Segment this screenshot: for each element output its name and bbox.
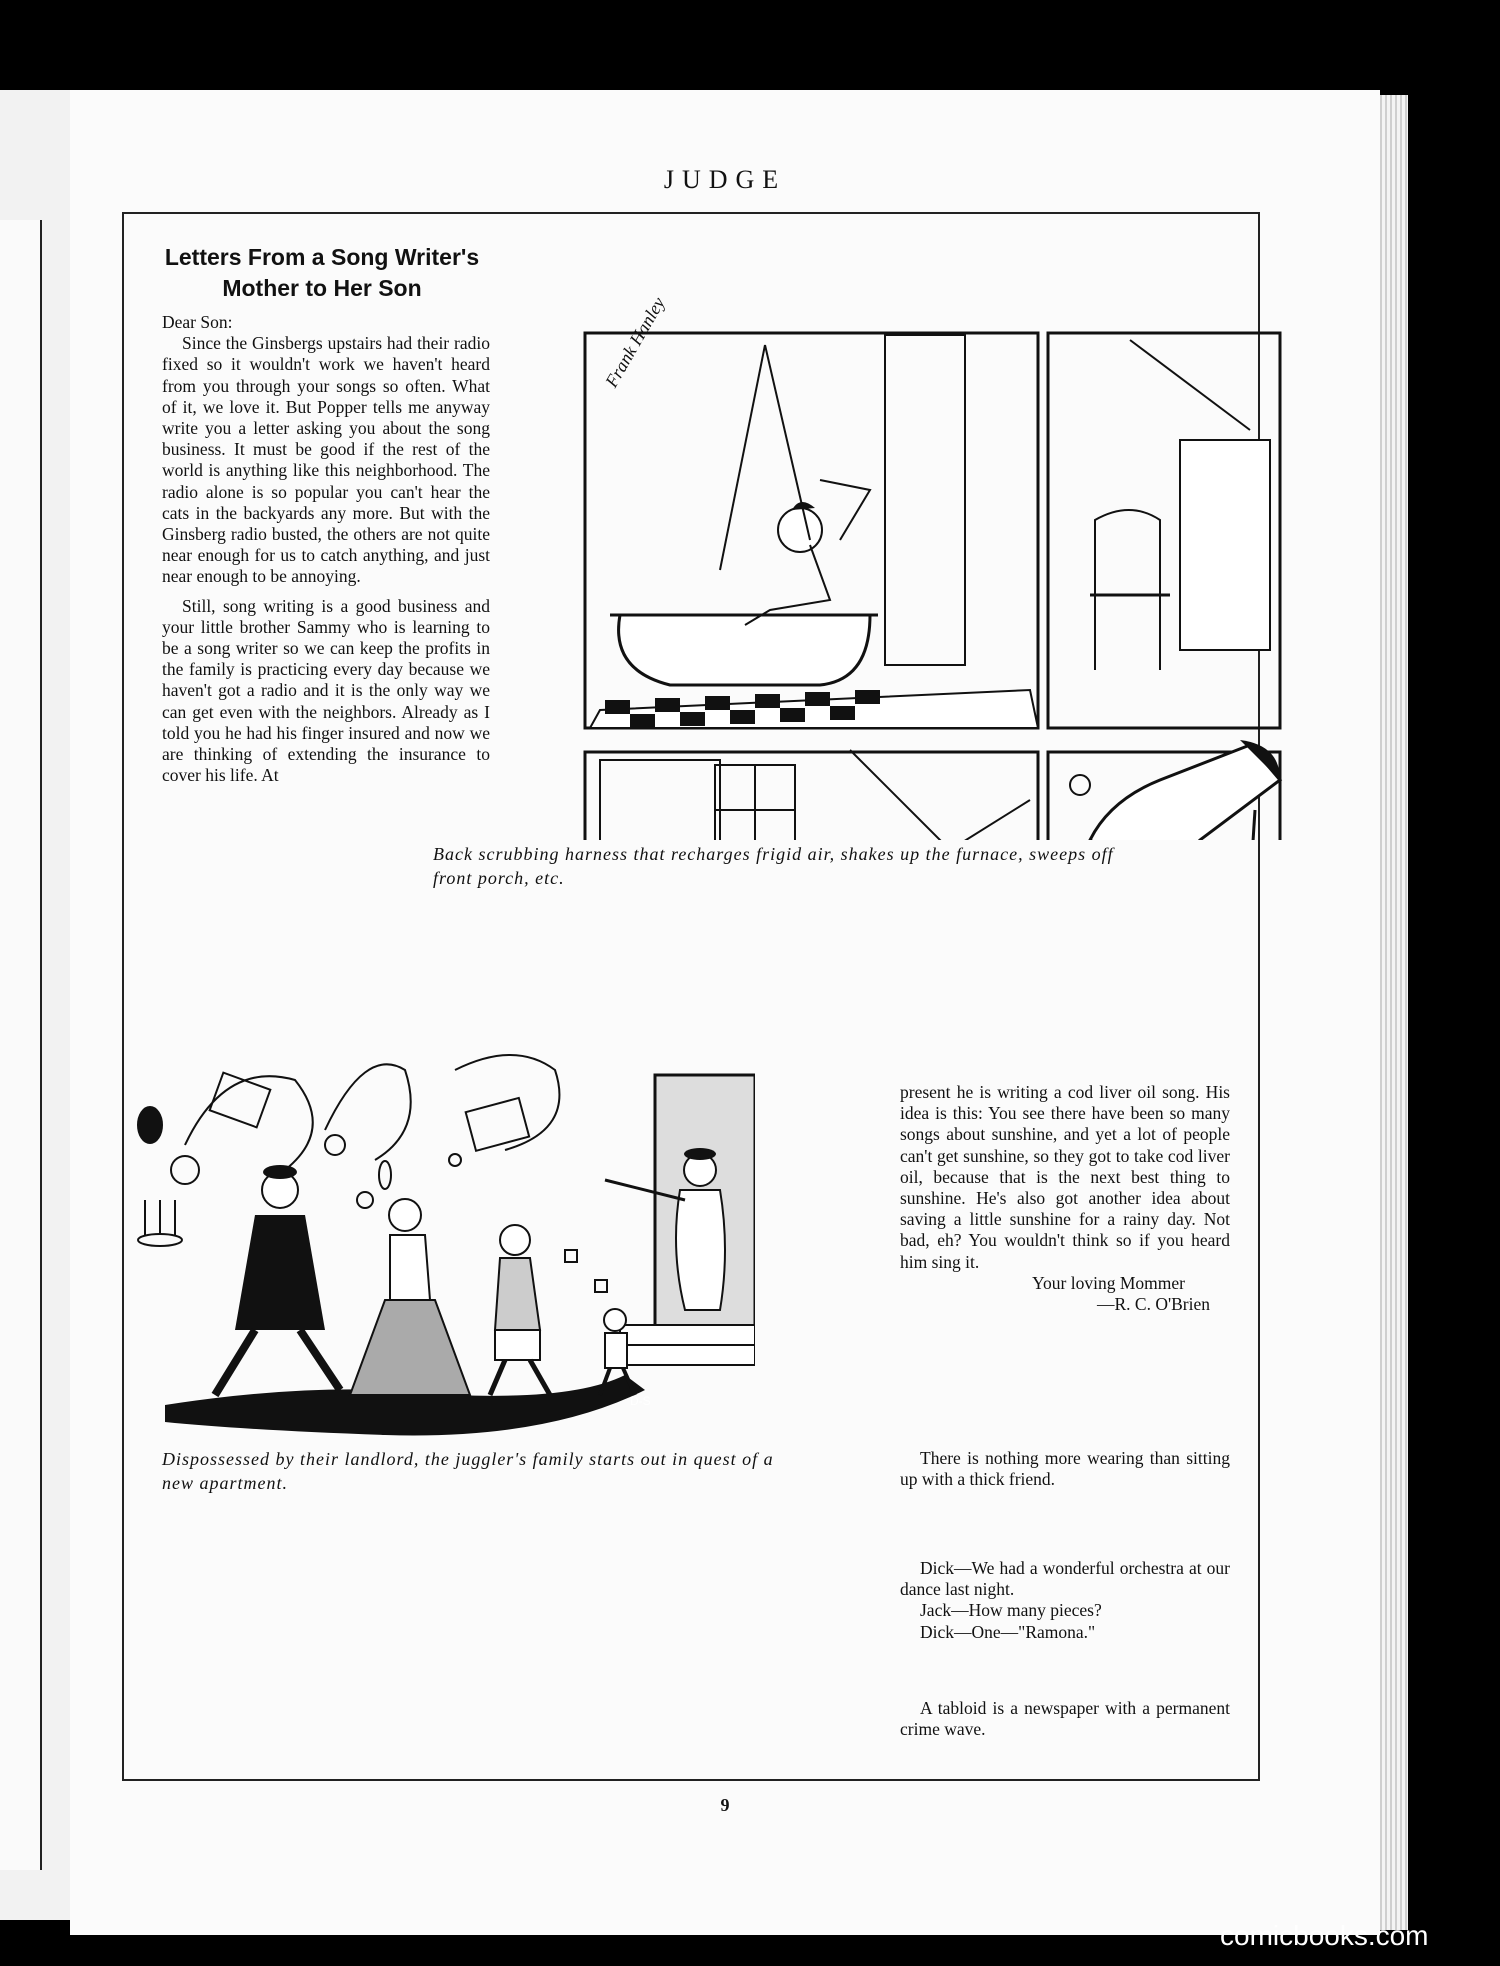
article-title: Letters From a Song Writer's Mother to Her Son [164,244,480,301]
signature: —R. C. O'Brien [1096,1294,1210,1315]
page-number: 9 [720,1795,730,1815]
kitchen-panel [590,750,1030,840]
furnace-panel [1070,740,1280,840]
top-cartoon [510,240,1290,840]
top-cartoon-signature: Frank Hanley [601,293,669,391]
chair-panel [1090,340,1270,670]
article-paragraph-3: present he is writing a cod liver oil song. His idea is this: You see there have been so many songs about sunshine, and yet a lot of people can't get sunshine, so they got to take cod liver oil, because that is the next best thing to sunshine. He's also got another idea about saving a little sunshine for a rainy day. Not bad, eh? You wouldn't think so if you heard him sing it. [900,1082,1230,1272]
magazine-header: JUDGE [663,165,787,194]
joke-thick-friend: There is nothing more wearing than sitting up with a thick friend. [900,1448,1230,1490]
joke-orchestra: Dick—We had a wonderful orchestra at our dance last night. Jack—How many pieces? Dick—One—"Ramona." [900,1558,1230,1642]
checkered-floor [590,690,1038,728]
watermark: comicbooks.com [1220,1920,1429,1951]
article-paragraph-2: Still, song writing is a good business and your little brother Sammy who is learning to be a song writer so we can keep the profits in the family is practicing every day because we haven't got a radio and it is the only way we can get even with the neighbors. Already as I told you he had his finger insured and now we are thinking of extending the insurance to cover his life. At [162,595,490,786]
salutation: Dear Son: [162,312,233,332]
bottom-cartoon-signature: D-S [630,1394,651,1408]
juggler-mother [350,1199,470,1395]
juggled-objects [138,1055,607,1292]
article-column-left [162,312,490,786]
article-paragraph-1: Since the Ginsbergs upstairs had their radio fixed so it wouldn't work we haven't heard from you through your songs so often. What of it, we love it. But Popper tells me anyway write you a letter asking you about the song business. It must be good if the rest of the world is anything like this neighborhood. The radio alone is so popular you can't hear the cats in the backyards any more. But with the Ginsberg radio busted, the others are not quite near enough for us to catch anything, and just near enough to be annoying. [162,333,490,587]
bottom-cartoon [125,1050,755,1445]
facing-page-edge [0,90,70,1920]
article-column-right [900,1082,1230,1315]
juggler-father [215,1165,340,1395]
bathroom-panel [590,335,1038,728]
joke-tabloid: A tabloid is a newspaper with a permanent crime wave. [900,1698,1230,1740]
bottom-cartoon-caption: Dispossessed by their landlord, the juggler's family starts out in quest of a new apartment. [162,1449,774,1493]
juggler-son [490,1225,550,1395]
closing: Your loving Mommer [1032,1272,1185,1293]
magazine-page [70,90,1380,1935]
top-cartoon-caption: Back scrubbing harness that recharges frigid air, shakes up the furnace, sweeps off front porch, etc. [433,844,1114,888]
page-stack-edge [1380,95,1408,1930]
